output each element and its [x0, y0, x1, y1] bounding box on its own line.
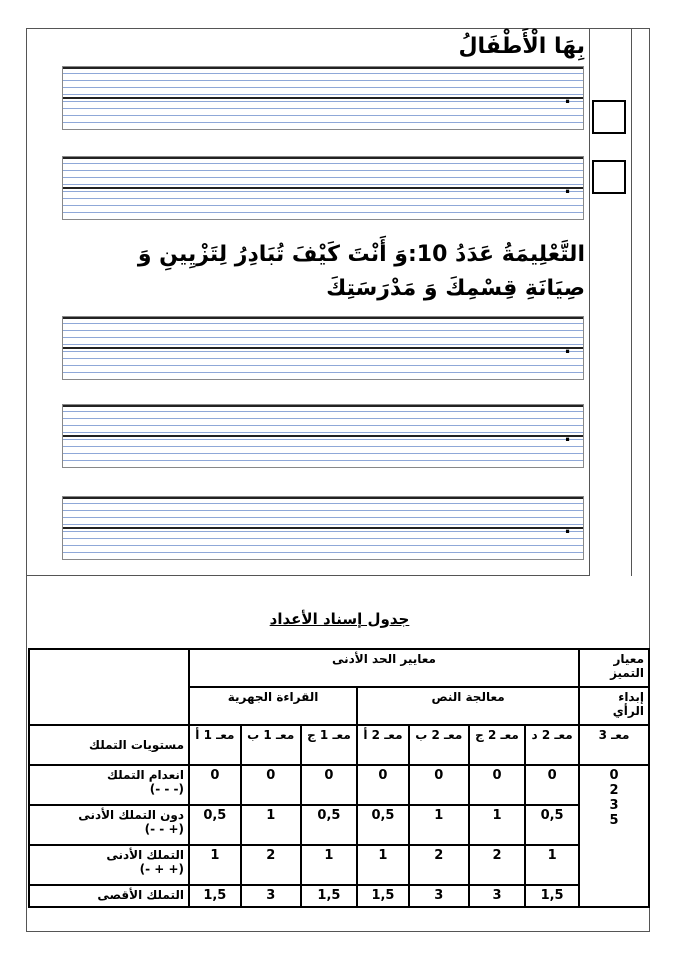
writing-lines-1[interactable]: .: [62, 66, 584, 130]
levels-spacer: [29, 649, 189, 725]
writing-lines-5[interactable]: .: [62, 496, 584, 560]
level-label: انعدام التملك (- - -): [29, 765, 189, 805]
table-cell: 0,5: [189, 805, 241, 845]
grading-table: [28, 648, 650, 908]
criterion-header: معـ 1 ج: [301, 725, 357, 765]
table-cell: 1: [241, 805, 301, 845]
table-cell: 1: [301, 845, 357, 885]
table-cell: 0,5: [525, 805, 579, 845]
table-cell: 0: [357, 765, 409, 805]
criterion-header: معـ 2 ج: [469, 725, 525, 765]
writing-lines-2[interactable]: .: [62, 156, 584, 220]
table-cell: 1: [525, 845, 579, 885]
minimum-header: معايير الحد الأدنى: [189, 649, 579, 687]
table-cell: 1,5: [525, 885, 579, 907]
table-cell: 1,5: [357, 885, 409, 907]
section1-heading: بِهَا الْأَطْفَالُ: [458, 34, 585, 59]
section2-heading-line2: صِيَانَةِ قِسْمِكَ وَ مَدْرَسَتِكَ: [326, 276, 585, 301]
criterion-header: معـ 2 أ: [357, 725, 409, 765]
section2-heading-line1: التَّعْلِيمَةُ عَدَدُ 10:وَ أَنْتَ كَيْفَ تُبَادِرُ لِتَزْيِينِ وَ: [137, 242, 585, 267]
excellence-header: معيار التميز: [579, 649, 649, 687]
level-label: التملك الأدنى (+ + -): [29, 845, 189, 885]
table-cell: 0: [469, 765, 525, 805]
table-cell: 1: [357, 845, 409, 885]
level-label: التملك الأقصى: [29, 885, 189, 907]
opinion-header: إبداء الرأي: [579, 687, 649, 725]
writing-lines-3[interactable]: .: [62, 316, 584, 380]
excellence-values: 0 2 3 5: [579, 765, 649, 907]
table-title: جدول إسناد الأعداد: [269, 610, 410, 628]
table-cell: 0: [409, 765, 469, 805]
table-cell: 1,5: [301, 885, 357, 907]
table-cell: 1: [469, 805, 525, 845]
table-cell: 3: [241, 885, 301, 907]
table-cell: 1: [409, 805, 469, 845]
criterion-header: معـ 1 ب: [241, 725, 301, 765]
table-cell: 2: [469, 845, 525, 885]
table-cell: 0: [189, 765, 241, 805]
checkbox-2[interactable]: [592, 160, 626, 194]
table-cell: 2: [241, 845, 301, 885]
table-cell: 0,5: [357, 805, 409, 845]
text-processing-header: معالجة النص: [357, 687, 579, 725]
criterion-header: معـ 3: [579, 725, 649, 765]
table-cell: 2: [409, 845, 469, 885]
table-cell: 0,5: [301, 805, 357, 845]
criterion-header: معـ 1 أ: [189, 725, 241, 765]
table-cell: 0: [301, 765, 357, 805]
levels-header: مستويات التملك: [29, 725, 189, 765]
criterion-header: معـ 2 ب: [409, 725, 469, 765]
table-cell: 1: [189, 845, 241, 885]
table-cell: 3: [469, 885, 525, 907]
loud-reading-header: القراءة الجهرية: [189, 687, 357, 725]
criterion-header: معـ 2 د: [525, 725, 579, 765]
level-label: دون التملك الأدنى (+ - -): [29, 805, 189, 845]
table-cell: 0: [241, 765, 301, 805]
writing-lines-4[interactable]: .: [62, 404, 584, 468]
checkbox-1[interactable]: [592, 100, 626, 134]
table-cell: 3: [409, 885, 469, 907]
table-cell: 0: [525, 765, 579, 805]
table-cell: 1,5: [189, 885, 241, 907]
